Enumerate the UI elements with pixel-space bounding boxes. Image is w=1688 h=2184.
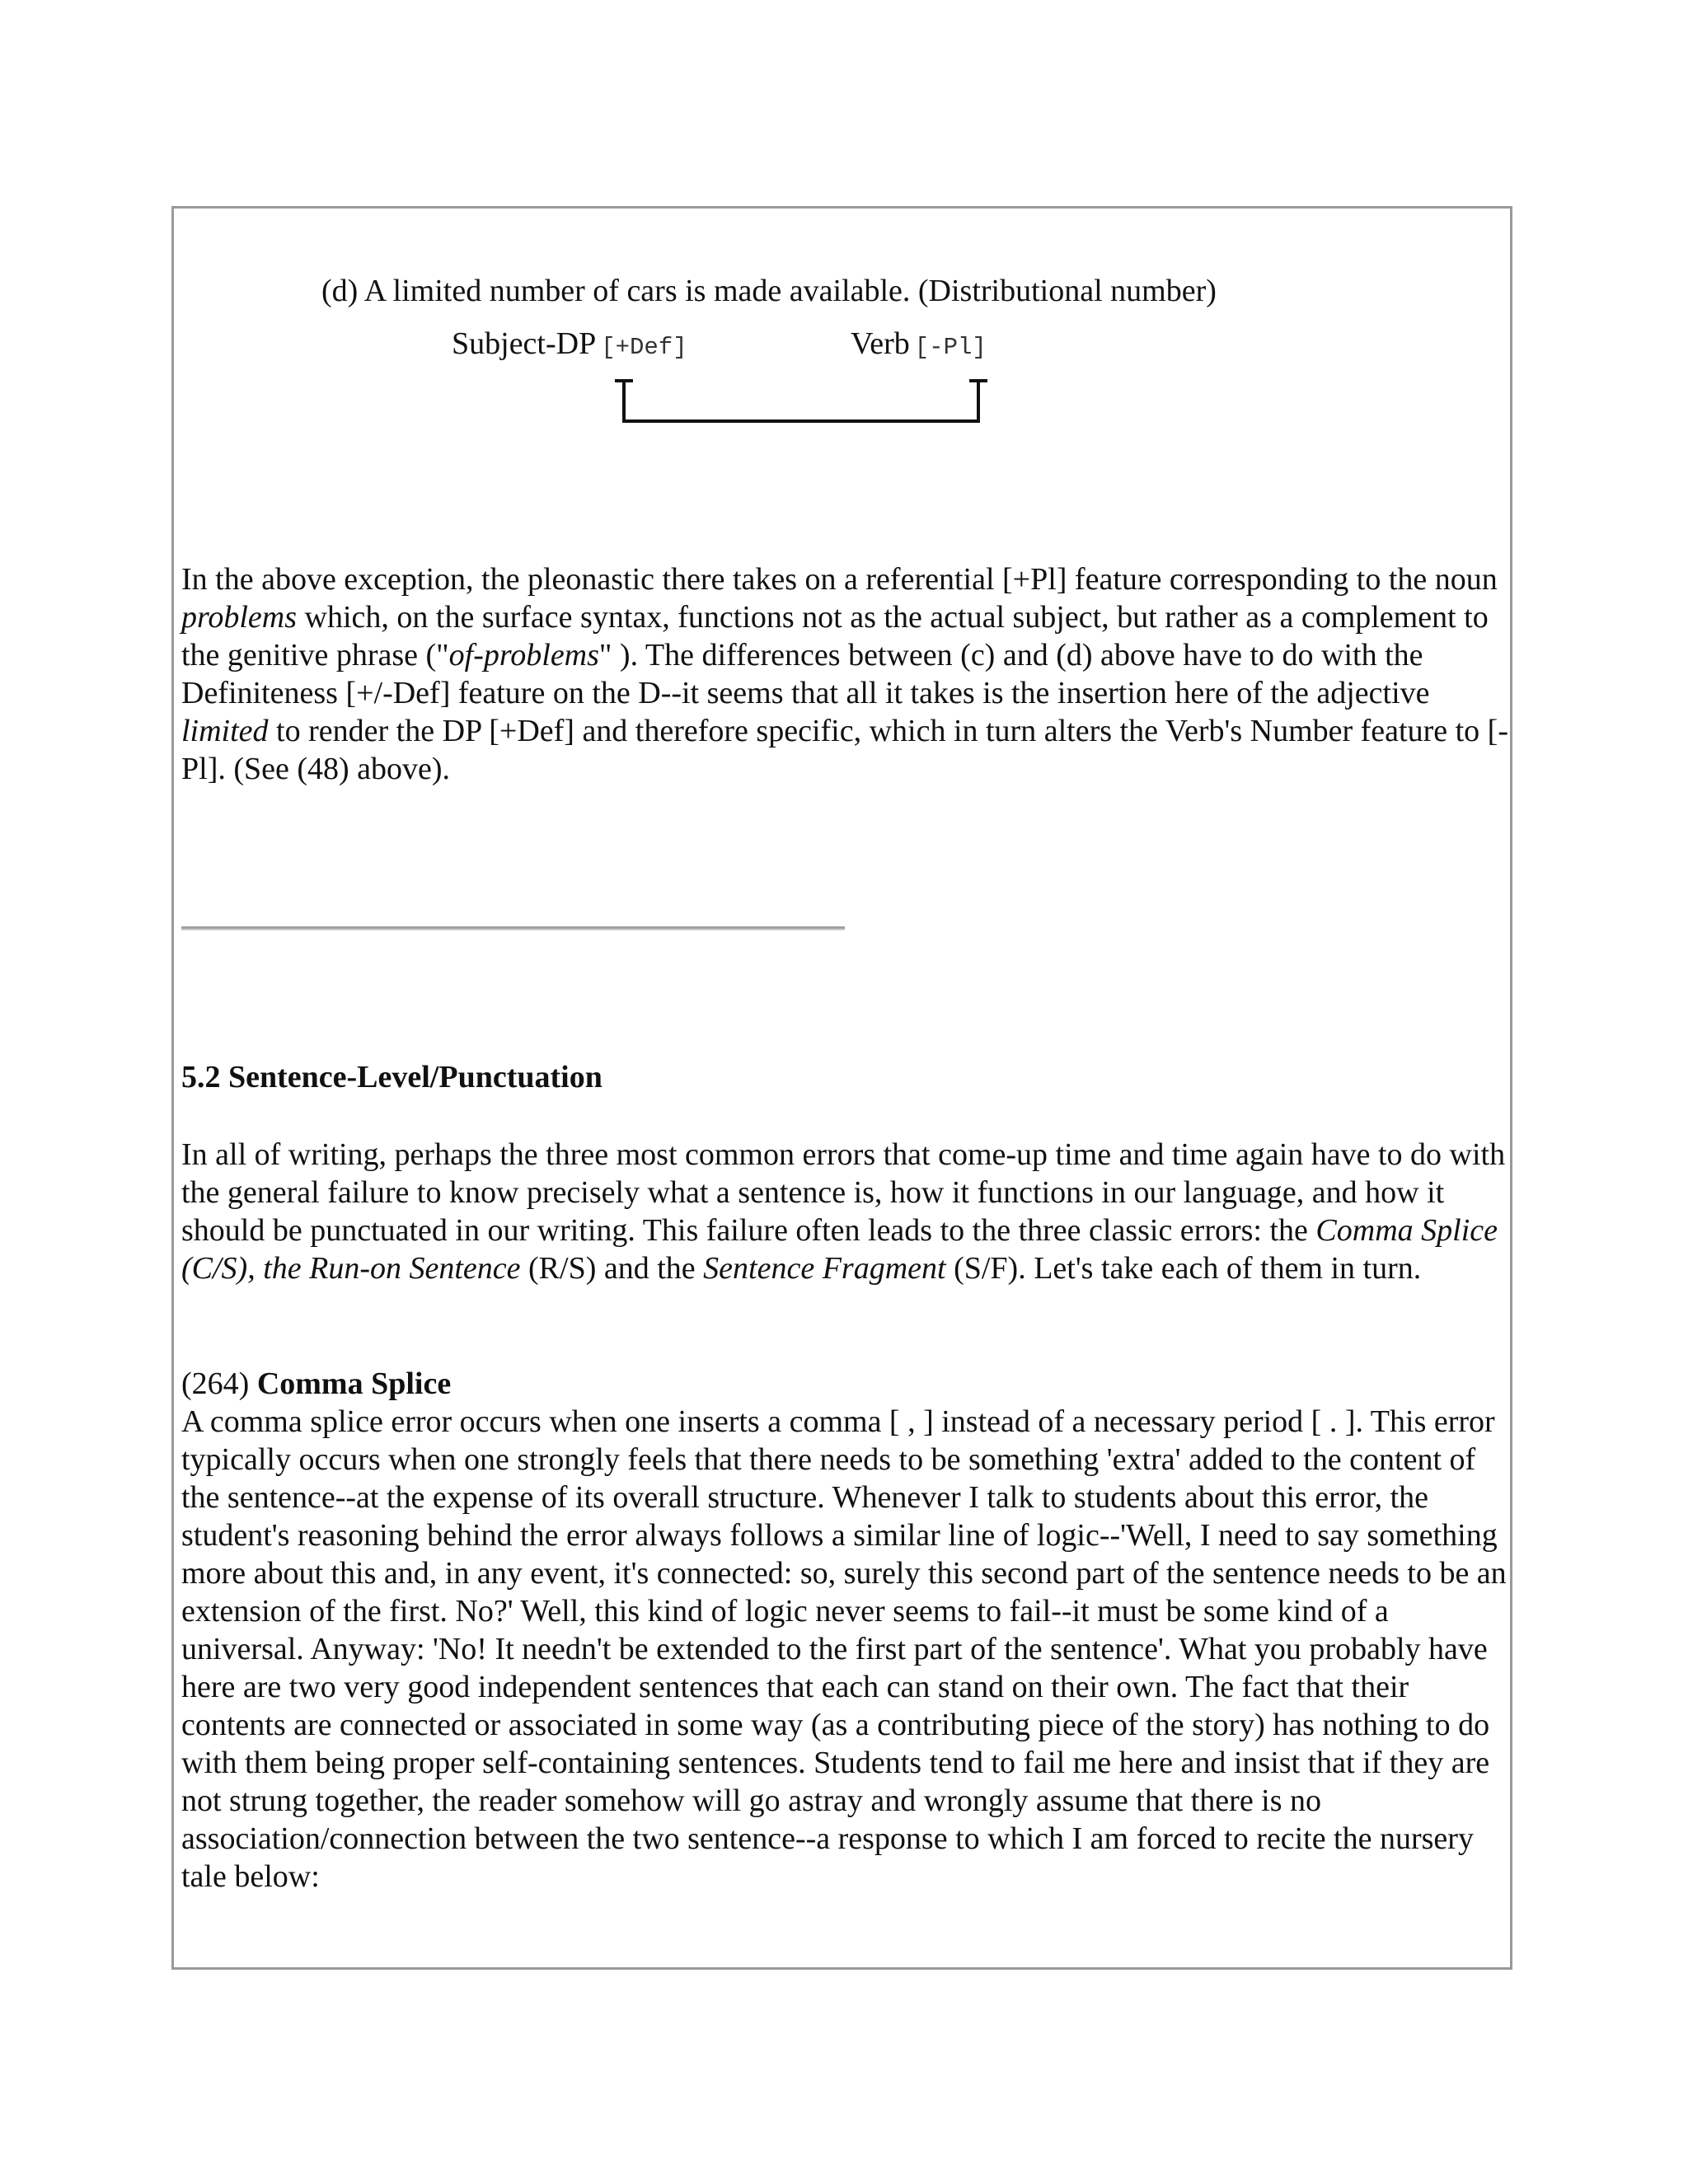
verb-label-group [851,325,987,367]
subject-label-group [452,325,687,367]
subject-feature: [+Def] [601,334,687,361]
exception-paragraph: In the above exception, the pleonastic there takes on a referential [+Pl] feature corresponding to the noun problems which, on the surface syntax, functions not as the actual subject, but rather as a complement to the genitive phrase ("of-problems" ). The differences between (c) and (d) above have to do with the Definiteness [+/-Def] feature on the D--it seems that all it takes is the insertion here of the adjective limited to render the DP [+Def] and therefore specific, which in turn alters the Verb's Number feature to [-Pl]. (See (48) above). [181,562,1508,786]
subject-dp-label: Subject-DP [452,326,597,361]
comma-splice-paragraph [181,1365,1508,1896]
section-divider [181,926,845,930]
comma-splice-title: Comma Splice [256,1366,452,1401]
example-number: (264) [181,1366,257,1401]
section-heading: 5.2 Sentence-Level/Punctuation [181,1060,603,1094]
verb-feature: [-Pl] [914,334,987,361]
emphasis-problems: problems [181,600,298,635]
emphasis-comma-splice-run-on: Comma Splice (C/S), the Run-on Sentence [181,1213,1498,1286]
intro-paragraph: In all of writing, perhaps the three most common errors that come-up time and time again have to do with the general failure to know precisely what a sentence is, how it functions in our language, and how it should be punctuated in our writing. This failure often leads to the three classic errors: the Comma Splice (C/S), the Run-on Sentence (R/S) and the Sentence Fragment (S/F). Let's take each of them in turn. [181,1137,1506,1286]
emphasis-sentence-fragment: Sentence Fragment [703,1251,946,1286]
verb-label: Verb [851,326,910,361]
comma-splice-body: A comma splice error occurs when one inserts a comma [ , ] instead of a necessary period [ . ]. This error typically occurs when one strongly feels that there needs to be something 'extra' added to the content of the sentence--at the expense of its overall structure. Whenever I talk to students about this error, the student's reasoning behind the error always follows a similar line of logic--'Well, I need to say something more about this and, in any event, it's connected: so, surely this second part of the sentence needs to be an extension of the first. No?' Well, this kind of logic never seems to fail--it must be some kind of a universal. Anyway: 'No! It needn't be extended to the first part of the sentence'. What you probably have here are two very good independent sentences that each can stand on their own. The fact that their contents are connected or associated in some way (as a contributing piece of the story) has nothing to do with them being proper self-containing sentences. Students tend to fail me here and insist that if they are not strung together, the reader somehow will go astray and wrongly assume that there is no association/connection between the two sentence--a response to which I am forced to recite the nursery tale below: [181,1404,1507,1894]
emphasis-limited: limited [181,714,269,748]
example-sentence-d: (d) A limited number of cars is made available. (Distributional number) [321,274,1217,308]
emphasis-of-problems: of-problems [448,638,599,673]
agreement-bracket [608,377,996,427]
